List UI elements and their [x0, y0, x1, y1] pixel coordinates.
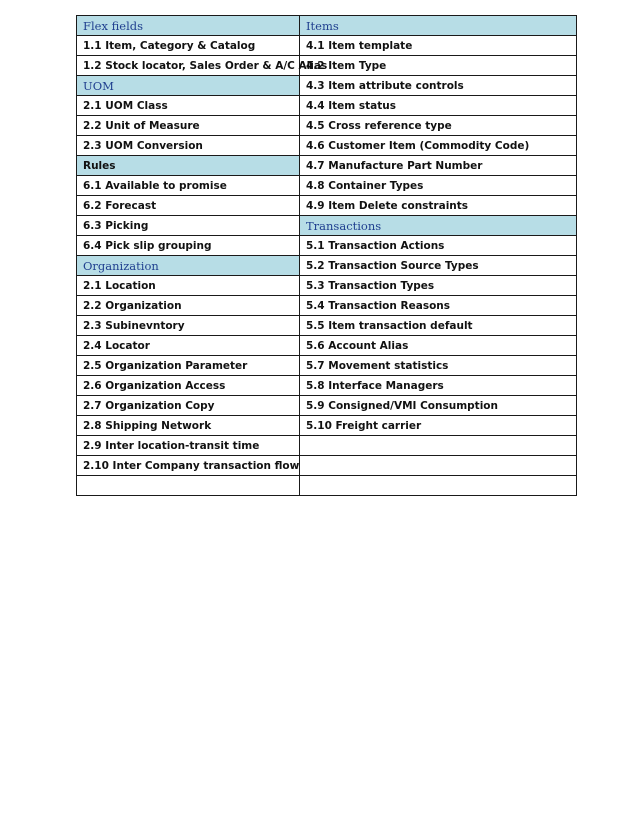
table-cell: [77, 476, 300, 496]
table-row: [77, 296, 577, 316]
table-cell: 6.4 Pick slip grouping: [77, 236, 300, 256]
table-row: [77, 156, 577, 176]
table-cell: 2.10 Inter Company transaction flow: [77, 456, 300, 476]
table-row: [77, 416, 577, 436]
table-cell: 2.3 UOM Conversion: [77, 136, 300, 156]
table-cell: [300, 436, 577, 456]
table-cell: 4.3 Item attribute controls: [300, 76, 577, 96]
table-cell: 2.2 Organization: [77, 296, 300, 316]
table-cell: 4.5 Cross reference type: [300, 116, 577, 136]
table-cell: 2.1 UOM Class: [77, 96, 300, 116]
table-row: [77, 396, 577, 416]
table-cell: 2.6 Organization Access: [77, 376, 300, 396]
table-row: [77, 176, 577, 196]
table-cell: 1.2 Stock locator, Sales Order & A/C Alias: [77, 56, 300, 76]
table-cell: 5.6 Account Alias: [300, 336, 577, 356]
table-row: [77, 356, 577, 376]
table-row: [77, 336, 577, 356]
section-header-organization: Organization: [77, 256, 300, 276]
table-row: [77, 276, 577, 296]
section-header-rules: Rules: [77, 156, 300, 176]
table-row: [77, 116, 577, 136]
table-row: [77, 96, 577, 116]
table-cell: 5.2 Transaction Source Types: [300, 256, 577, 276]
table-cell: 5.1 Transaction Actions: [300, 236, 577, 256]
table-cell: 5.4 Transaction Reasons: [300, 296, 577, 316]
section-header-transactions: Transactions: [300, 216, 577, 236]
table-row: [77, 436, 577, 456]
table-cell: 2.8 Shipping Network: [77, 416, 300, 436]
table-row: [77, 256, 577, 276]
table-cell: 5.9 Consigned/VMI Consumption: [300, 396, 577, 416]
table-row: [77, 136, 577, 156]
table-cell: 5.5 Item transaction default: [300, 316, 577, 336]
table-cell: [300, 476, 577, 496]
table-cell: 2.3 Subinevntory: [77, 316, 300, 336]
section-header-uom: UOM: [77, 76, 300, 96]
table-cell: [300, 456, 577, 476]
table-cell: 5.3 Transaction Types: [300, 276, 577, 296]
table-row: [77, 56, 577, 76]
table-row: [77, 216, 577, 236]
table-cell: 4.4 Item status: [300, 96, 577, 116]
table-row: [77, 376, 577, 396]
table-cell: 2.9 Inter location-transit time: [77, 436, 300, 456]
table-cell: 4.8 Container Types: [300, 176, 577, 196]
table-cell: 2.4 Locator: [77, 336, 300, 356]
table-cell: 4.7 Manufacture Part Number: [300, 156, 577, 176]
table-cell: 4.2 Item Type: [300, 56, 577, 76]
table-cell: 5.7 Movement statistics: [300, 356, 577, 376]
table-cell: 4.9 Item Delete constraints: [300, 196, 577, 216]
table-row: [77, 236, 577, 256]
setup-table: [76, 15, 577, 496]
table-row: [77, 36, 577, 56]
table-row: [77, 476, 577, 496]
table-cell: 1.1 Item, Category & Catalog: [77, 36, 300, 56]
table-row: [77, 316, 577, 336]
table-cell: 6.3 Picking: [77, 216, 300, 236]
table-row: [77, 16, 577, 36]
table-row: [77, 196, 577, 216]
table-row: [77, 76, 577, 96]
section-header-flex-fields: Flex fields: [77, 16, 300, 36]
table-cell: 6.2 Forecast: [77, 196, 300, 216]
table-cell: 2.2 Unit of Measure: [77, 116, 300, 136]
table-cell: 4.1 Item template: [300, 36, 577, 56]
table-cell: 5.10 Freight carrier: [300, 416, 577, 436]
table-cell: 4.6 Customer Item (Commodity Code): [300, 136, 577, 156]
table-cell: 2.7 Organization Copy: [77, 396, 300, 416]
section-header-items: Items: [300, 16, 577, 36]
table-cell: 6.1 Available to promise: [77, 176, 300, 196]
table-cell: 2.5 Organization Parameter: [77, 356, 300, 376]
table-row: [77, 456, 577, 476]
table-cell: 2.1 Location: [77, 276, 300, 296]
table-cell: 5.8 Interface Managers: [300, 376, 577, 396]
